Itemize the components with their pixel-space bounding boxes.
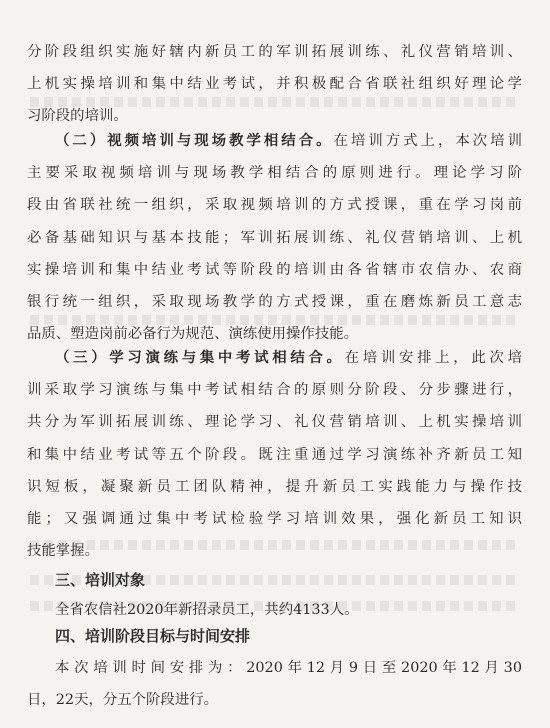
text-line: 主要采取视频培训与现场教学相结合的原则进行。理论学习阶 xyxy=(27,165,522,182)
text-fragment: 在培训安排上，此次培 xyxy=(344,350,522,366)
text-line: 共分为军训拓展训练、理论学习、礼仪营销培训、上机实操培训 xyxy=(27,414,522,431)
text-line: 段由省联社统一组织，采取视频培训的方式授课，重在学习岗前 xyxy=(27,197,522,214)
schedule-paragraph xyxy=(27,652,522,716)
paragraph-first-line xyxy=(27,342,522,374)
subheading-video-training: （二）视频培训与现场教学相结合。 xyxy=(55,133,334,149)
text-line: 能；又强调通过集中考试检验学习培训效果，强化新员工知识 xyxy=(27,510,522,527)
text-line: 习阶段的培训。 xyxy=(27,108,128,125)
text-line: 识短板，凝聚新员工团队精神，提升新员工实践能力与操作技 xyxy=(27,478,522,495)
text-line: 上机实操培训和集中结业考试，并积极配合省联社组织好理论学 xyxy=(27,76,522,93)
text-line: 银行统一组织，采取现场教学的方式授课，重在磨炼新员工意志 xyxy=(27,293,522,310)
text-line: 必备基础知识与基本技能；军训拓展训练、礼仪营销培训、上机 xyxy=(27,229,522,246)
text-line: 全省农信社2020年新招录员工，共约4133人。 xyxy=(55,602,359,618)
text-line: 分阶段组织实施好辖内新员工的军训拓展训练、礼仪营销培训、 xyxy=(27,44,522,60)
text-line: 日，22天，分五个阶段进行。 xyxy=(27,692,218,709)
section-heading-training-targets: 三、培训对象 xyxy=(55,571,146,589)
text-line: 实操培训和集中结业考试等阶段的培训由各省辖市农信办、农商 xyxy=(27,261,522,278)
section-3-paragraph xyxy=(27,342,522,567)
section-2-paragraph xyxy=(27,125,522,350)
text-line: 和集中结业考试等五个阶段。既注重通过学习演练补齐新员工知 xyxy=(27,446,522,463)
text-line: 品质、塑造岗前必备行为规范、演练使用操作技能。 xyxy=(27,326,358,343)
text-fragment: 在培训方式上，本次培训 xyxy=(333,133,522,149)
intro-paragraph xyxy=(27,36,522,133)
section-heading-stage-goals-schedule: 四、培训阶段目标与时间安排 xyxy=(55,627,251,645)
paragraph-first-line xyxy=(27,125,522,157)
subheading-study-and-exam: （三）学习演练与集中考试相结合。 xyxy=(55,350,345,366)
text-line: 技能掌握。 xyxy=(27,543,99,560)
text-line: 训采取学习演练与集中考试相结合的原则分阶段、分步骤进行， xyxy=(27,382,522,399)
text-line: 本次培训时间安排为：2020年12月9日至2020年12月30 xyxy=(55,660,522,676)
